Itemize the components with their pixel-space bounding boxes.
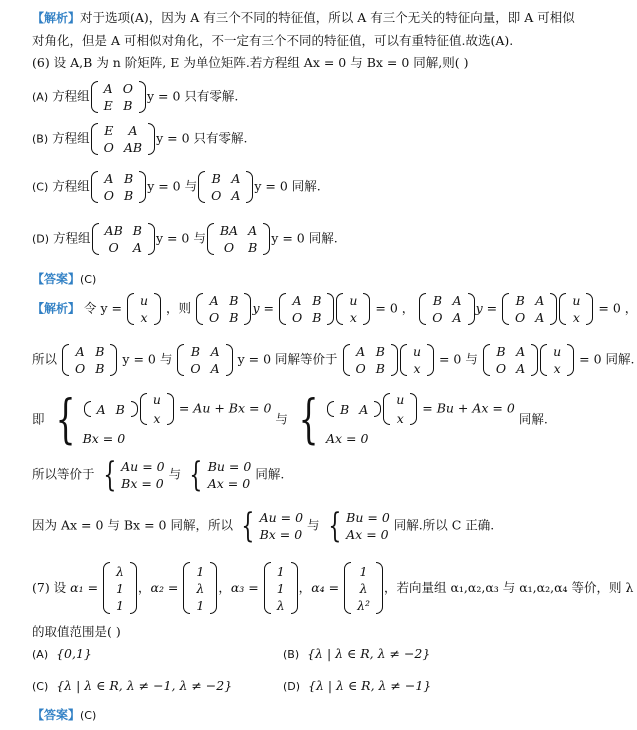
matrix: B A O A: [419, 292, 474, 326]
sep: ，: [137, 579, 151, 595]
q7-stem: [32, 562, 633, 614]
option-text: {0,1}: [56, 646, 92, 661]
matrix: 1 λ 1: [183, 562, 217, 614]
q7-answer: [32, 706, 96, 723]
matrix: λ 1 1: [103, 562, 137, 614]
sol-text: 所以: [32, 351, 58, 367]
matrix: A B O B: [91, 170, 146, 204]
option-text: y = 0 与: [155, 230, 206, 246]
solution-line-1: 【解析】 令 y = u x ，则 A B O B y = A B O B u x = 0 ， B A O A y = B A O A u x = 0 ，: [32, 293, 637, 325]
matrix: E A O AB: [91, 122, 155, 156]
sol-text: = 0 同解.: [579, 351, 635, 367]
equation-system: { Au = 0 Bx = 0: [102, 455, 165, 495]
solution-line-3: [32, 390, 548, 450]
matrix: A B O B: [279, 292, 334, 326]
option-label: (B): [32, 132, 49, 146]
sys-row: Au = 0: [121, 459, 165, 474]
sys-row: Bu = 0: [207, 459, 252, 474]
matrix: B A O A: [502, 292, 557, 326]
matrix: B A O A: [177, 343, 232, 377]
q7-option-c: [32, 678, 232, 693]
matrix: A B O B: [196, 292, 251, 326]
sol-text: 同解.所以 C 正确.: [393, 517, 495, 533]
option-label: (C): [32, 180, 49, 194]
sep: ，: [218, 579, 231, 595]
option-text: 方程组: [49, 230, 91, 246]
vector-ux: u x: [336, 292, 370, 326]
vector-ux: u x: [127, 292, 161, 326]
sys-row: Ax = 0: [207, 476, 251, 491]
analysis-line-2: [32, 31, 513, 49]
analysis-line-1: [32, 8, 575, 26]
equation-system: { B A u x = Bu + Ax = 0 Ax = 0: [298, 390, 515, 450]
analysis-text-2: 对角化，但是 A 可相似对角化，不一定有三个不同的特征值，可以有重特征值.故选(A).: [32, 33, 514, 48]
q6-answer: [32, 270, 96, 287]
sys-row: Bx = 0: [82, 431, 126, 446]
sol-text: 即: [32, 411, 45, 427]
sol-text: 同解.: [518, 411, 548, 427]
sol-text: = 0 与: [438, 351, 478, 367]
option-text: 方程组: [48, 130, 90, 146]
solution-line-5: [32, 506, 495, 546]
q7-text: (7) 设: [32, 579, 71, 595]
answer-value: (C): [80, 273, 97, 286]
option-text: 方程组: [48, 88, 90, 104]
answer-value: (C): [80, 709, 97, 722]
sys-row: Bx = 0: [259, 527, 303, 542]
sys-row: Ax = 0: [326, 431, 369, 446]
q7-text: ，若向量组 α₁,α₂,α₃ 与 α₁,α₂,α₄ 等价，则 λ: [384, 579, 634, 595]
vector-ux: u x: [400, 343, 434, 377]
vector-ux: u x: [559, 292, 593, 326]
matrix: A B O B: [62, 343, 117, 377]
sol-text: 与: [168, 466, 182, 482]
alpha-label: α₁ =: [70, 579, 103, 595]
sys-row: Bx = 0: [121, 476, 164, 491]
sol-text: = 0 ，: [598, 300, 637, 316]
q6-option-a: [32, 80, 238, 114]
q7-option-d: [283, 678, 431, 693]
sys-row: Au = 0: [259, 510, 304, 525]
option-text: {λ | λ ∈ R, λ ≠ −1, λ ≠ −2}: [56, 678, 233, 693]
q6-option-d: [32, 222, 338, 256]
q6-stem: (6) 设 A,B 为 n 阶矩阵, E 为单位矩阵.若方程组 Ax = 0 与 Bx = 0 同解,则( ): [32, 55, 469, 70]
q7-vectors: [32, 563, 634, 613]
alpha-label: α₄ =: [311, 579, 344, 595]
sep: ，: [298, 579, 312, 595]
option-label: (D): [32, 232, 50, 246]
matrix: 1 1 λ: [264, 562, 298, 614]
sys-row: Ax = 0: [346, 527, 389, 542]
q7-option-b: [283, 646, 430, 661]
option-text: y = 0 同解.: [271, 230, 338, 246]
matrix: AB B O A: [92, 222, 155, 256]
sys-row: = Au + Bx = 0: [178, 400, 272, 416]
option-text: 方程组: [48, 178, 90, 194]
analysis-tag: 【解析】: [32, 11, 81, 25]
sol-text: 与: [307, 517, 320, 533]
q7-option-a: [32, 646, 92, 661]
q6-option-b: [32, 122, 247, 156]
analysis-text: 对于选项(A)，因为 A 有三个不同的特征值，所以 A 有三个无关的特征向量，即 A 可相似: [80, 10, 575, 25]
equation-system: { Au = 0 Bx = 0: [241, 506, 304, 546]
matrix: A B O B: [343, 343, 398, 377]
option-label: (A): [32, 648, 49, 661]
option-label: (B): [283, 648, 300, 661]
option-label: (C): [32, 680, 49, 693]
sol-text: 同解.: [255, 466, 285, 482]
sol-text: y = 0 与: [122, 351, 173, 367]
option-text: {λ | λ ∈ R, λ ≠ −2}: [307, 646, 431, 661]
equation-system: { A B u x = Au + Bx = 0 Bx = 0: [55, 390, 272, 450]
option-text: y = 0 只有零解.: [156, 130, 248, 146]
option-text: y = 0 只有零解.: [146, 88, 239, 104]
matrix: 1 λ λ²: [344, 562, 383, 614]
equation-system: { Bu = 0 Ax = 0: [327, 506, 390, 546]
alpha-label: α₂ =: [150, 579, 183, 595]
option-label: (A): [32, 90, 49, 104]
sol-text: 因为 Ax = 0 与 Bx = 0 同解，所以: [32, 517, 233, 533]
equation-system: { Bu = 0 Ax = 0: [189, 455, 252, 495]
alpha-label: α₃ =: [230, 579, 263, 595]
q7-range: 的取值范围是( ): [32, 624, 121, 639]
solution-line-4: [32, 455, 285, 495]
answer-tag: 【答案】: [32, 272, 81, 286]
sys-row: Bu = 0: [346, 510, 390, 525]
option-text: {λ | λ ∈ R, λ ≠ −1}: [308, 678, 432, 693]
option-label: (D): [283, 680, 301, 693]
solution-line-2: [32, 343, 635, 377]
sol-text: 与: [275, 411, 288, 427]
sol-text: 令 y =: [84, 300, 122, 316]
sol-text: 所以等价于: [32, 466, 95, 482]
q6-option-c: [32, 170, 321, 204]
sol-text: ，则: [166, 300, 192, 316]
matrix: BA A O B: [207, 222, 270, 256]
matrix: B A O A: [198, 170, 253, 204]
option-text: y = 0 同解.: [254, 178, 321, 194]
matrix: A O E B: [91, 80, 146, 114]
analysis-tag-2: 【解析】: [32, 301, 81, 316]
option-text: y = 0 与: [147, 178, 198, 194]
matrix: B A O A: [483, 343, 538, 377]
vector-ux: u x: [540, 343, 574, 377]
sol-text: = 0 ，: [375, 300, 415, 316]
answer-tag: 【答案】: [32, 708, 81, 722]
sys-row: = Bu + Ax = 0: [422, 400, 515, 416]
sol-text: y = 0 同解等价于: [237, 351, 338, 367]
